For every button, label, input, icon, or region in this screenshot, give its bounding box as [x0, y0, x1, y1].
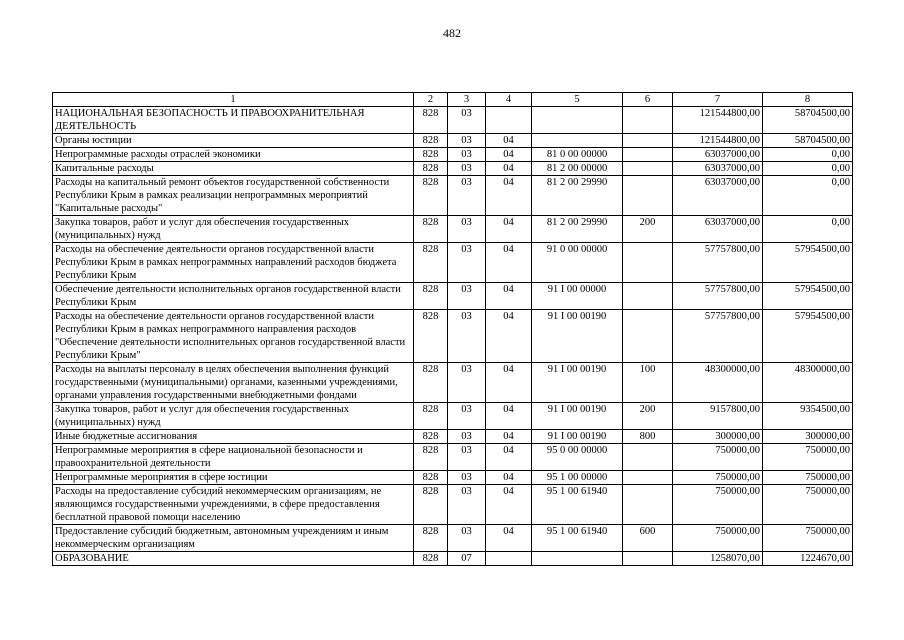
- code-cell: [623, 485, 673, 525]
- code-cell: 03: [448, 243, 486, 283]
- row-name-cell: Расходы на выплаты персоналу в целях обеспечения выполнения функций государственными (муниципальными) органами, казенными учреждениями, органами управления государственными внебюджетными фондами: [53, 363, 414, 403]
- code-cell: 04: [486, 176, 532, 216]
- table-row: [53, 552, 853, 566]
- amount-cell: 63037000,00: [673, 216, 763, 243]
- code-cell: 95 1 00 61940: [532, 485, 623, 525]
- code-cell: 828: [414, 107, 448, 134]
- table-row: [53, 134, 853, 148]
- code-cell: [623, 471, 673, 485]
- code-cell: 91 I 00 00190: [532, 403, 623, 430]
- column-number-cell: 2: [414, 93, 448, 107]
- amount-cell: 9354500,00: [763, 403, 853, 430]
- amount-cell: 58704500,00: [763, 107, 853, 134]
- code-cell: [623, 134, 673, 148]
- amount-cell: 750000,00: [763, 471, 853, 485]
- code-cell: 03: [448, 310, 486, 363]
- code-cell: 81 2 00 29990: [532, 216, 623, 243]
- table-row: [53, 363, 853, 403]
- amount-cell: 750000,00: [763, 444, 853, 471]
- code-cell: 828: [414, 471, 448, 485]
- amount-cell: 750000,00: [673, 471, 763, 485]
- code-cell: 04: [486, 310, 532, 363]
- amount-cell: 121544800,00: [673, 134, 763, 148]
- code-cell: 04: [486, 243, 532, 283]
- code-cell: 95 1 00 61940: [532, 525, 623, 552]
- row-name-cell: Обеспечение деятельности исполнительных органов государственной власти Республики Крым: [53, 283, 414, 310]
- code-cell: 03: [448, 485, 486, 525]
- amount-cell: 0,00: [763, 216, 853, 243]
- column-number-cell: 6: [623, 93, 673, 107]
- code-cell: 91 0 00 00000: [532, 243, 623, 283]
- code-cell: [623, 310, 673, 363]
- table-row: [53, 525, 853, 552]
- code-cell: 04: [486, 444, 532, 471]
- page-number: 482: [443, 26, 461, 40]
- row-name-cell: Предоставление субсидий бюджетным, автономным учреждениям и иным некоммерческим организациям: [53, 525, 414, 552]
- code-cell: 828: [414, 134, 448, 148]
- row-name-cell: Расходы на обеспечение деятельности органов государственной власти Республики Крым в рамках непрограммного направления расходов "Обеспечение деятельности исполнительных органов государственной власти Республики Крым": [53, 310, 414, 363]
- code-cell: 828: [414, 485, 448, 525]
- amount-cell: 9157800,00: [673, 403, 763, 430]
- amount-cell: 57954500,00: [763, 283, 853, 310]
- amount-cell: 1224670,00: [763, 552, 853, 566]
- code-cell: [532, 134, 623, 148]
- column-number-cell: 4: [486, 93, 532, 107]
- amount-cell: 57954500,00: [763, 243, 853, 283]
- code-cell: [623, 552, 673, 566]
- code-cell: [623, 283, 673, 310]
- amount-cell: 0,00: [763, 148, 853, 162]
- code-cell: 03: [448, 403, 486, 430]
- code-cell: 828: [414, 310, 448, 363]
- code-cell: 04: [486, 216, 532, 243]
- row-name-cell: ОБРАЗОВАНИЕ: [53, 552, 414, 566]
- code-cell: 828: [414, 430, 448, 444]
- amount-cell: 0,00: [763, 176, 853, 216]
- table-row: [53, 243, 853, 283]
- amount-cell: 300000,00: [673, 430, 763, 444]
- code-cell: 04: [486, 525, 532, 552]
- code-cell: 800: [623, 430, 673, 444]
- amount-cell: 750000,00: [673, 485, 763, 525]
- code-cell: 828: [414, 444, 448, 471]
- row-name-cell: Капитальные расходы: [53, 162, 414, 176]
- code-cell: 91 I 00 00190: [532, 430, 623, 444]
- amount-cell: 48300000,00: [673, 363, 763, 403]
- code-cell: 04: [486, 430, 532, 444]
- code-cell: 04: [486, 471, 532, 485]
- code-cell: 828: [414, 216, 448, 243]
- code-cell: 03: [448, 148, 486, 162]
- code-cell: 07: [448, 552, 486, 566]
- budget-table: [52, 92, 853, 566]
- code-cell: [623, 148, 673, 162]
- amount-cell: 58704500,00: [763, 134, 853, 148]
- code-cell: 03: [448, 363, 486, 403]
- code-cell: 03: [448, 430, 486, 444]
- code-cell: [623, 243, 673, 283]
- code-cell: 03: [448, 162, 486, 176]
- table-row: [53, 485, 853, 525]
- amount-cell: 121544800,00: [673, 107, 763, 134]
- code-cell: 828: [414, 162, 448, 176]
- table-row: [53, 430, 853, 444]
- amount-cell: 0,00: [763, 162, 853, 176]
- table-row: [53, 148, 853, 162]
- row-name-cell: Непрограммные мероприятия в сфере национальной безопасности и правоохранительной деятельности: [53, 444, 414, 471]
- table-row: [53, 107, 853, 134]
- code-cell: 100: [623, 363, 673, 403]
- code-cell: 04: [486, 485, 532, 525]
- code-cell: 95 1 00 00000: [532, 471, 623, 485]
- code-cell: 03: [448, 176, 486, 216]
- amount-cell: 750000,00: [673, 444, 763, 471]
- row-name-cell: Непрограммные расходы отраслей экономики: [53, 148, 414, 162]
- code-cell: [486, 107, 532, 134]
- column-number-cell: 7: [673, 93, 763, 107]
- code-cell: 81 0 00 00000: [532, 148, 623, 162]
- code-cell: 03: [448, 525, 486, 552]
- code-cell: 828: [414, 525, 448, 552]
- amount-cell: 1258070,00: [673, 552, 763, 566]
- code-cell: 03: [448, 444, 486, 471]
- code-cell: 03: [448, 216, 486, 243]
- table-body: [53, 93, 853, 566]
- column-number-cell: 5: [532, 93, 623, 107]
- code-cell: 200: [623, 216, 673, 243]
- code-cell: 81 2 00 29990: [532, 176, 623, 216]
- table-row: [53, 283, 853, 310]
- code-cell: 91 I 00 00190: [532, 310, 623, 363]
- code-cell: [486, 552, 532, 566]
- amount-cell: 57757800,00: [673, 243, 763, 283]
- code-cell: [623, 176, 673, 216]
- table-row: [53, 162, 853, 176]
- code-cell: 828: [414, 176, 448, 216]
- row-name-cell: Органы юстиции: [53, 134, 414, 148]
- code-cell: 828: [414, 552, 448, 566]
- amount-cell: 750000,00: [673, 525, 763, 552]
- amount-cell: 63037000,00: [673, 162, 763, 176]
- code-cell: [532, 552, 623, 566]
- code-cell: 04: [486, 363, 532, 403]
- amount-cell: 48300000,00: [763, 363, 853, 403]
- code-cell: 03: [448, 283, 486, 310]
- amount-cell: 63037000,00: [673, 148, 763, 162]
- amount-cell: 300000,00: [763, 430, 853, 444]
- row-name-cell: Закупка товаров, работ и услуг для обеспечения государственных (муниципальных) нужд: [53, 216, 414, 243]
- code-cell: 828: [414, 148, 448, 162]
- column-number-cell: 3: [448, 93, 486, 107]
- amount-cell: 63037000,00: [673, 176, 763, 216]
- row-name-cell: Расходы на капитальный ремонт объектов государственной собственности Республики Крым в рамках реализации непрограммных мероприятий "Капитальные расходы": [53, 176, 414, 216]
- code-cell: 828: [414, 283, 448, 310]
- code-cell: 04: [486, 162, 532, 176]
- table-row: [53, 444, 853, 471]
- code-cell: [532, 107, 623, 134]
- row-name-cell: Непрограммные мероприятия в сфере юстиции: [53, 471, 414, 485]
- code-cell: 03: [448, 134, 486, 148]
- row-name-cell: НАЦИОНАЛЬНАЯ БЕЗОПАСНОСТЬ И ПРАВООХРАНИТЕЛЬНАЯ ДЕЯТЕЛЬНОСТЬ: [53, 107, 414, 134]
- code-cell: 81 2 00 00000: [532, 162, 623, 176]
- code-cell: 91 I 00 00000: [532, 283, 623, 310]
- code-cell: 04: [486, 283, 532, 310]
- amount-cell: 57757800,00: [673, 283, 763, 310]
- table-row: [53, 310, 853, 363]
- column-number-cell: 1: [53, 93, 414, 107]
- code-cell: 600: [623, 525, 673, 552]
- table-row: [53, 216, 853, 243]
- code-cell: [623, 107, 673, 134]
- table-row: [53, 471, 853, 485]
- row-name-cell: Расходы на предоставление субсидий некоммерческим организациям, не являющимся государственными учреждениями, в сфере предоставления бесплатной правовой помощи населению: [53, 485, 414, 525]
- code-cell: [623, 162, 673, 176]
- code-cell: 03: [448, 107, 486, 134]
- code-cell: 04: [486, 134, 532, 148]
- code-cell: 828: [414, 243, 448, 283]
- code-cell: 200: [623, 403, 673, 430]
- column-number-cell: 8: [763, 93, 853, 107]
- row-name-cell: Расходы на обеспечение деятельности органов государственной власти Республики Крым в рамках непрограммных направлений расходов бюджета Республики Крым: [53, 243, 414, 283]
- code-cell: 04: [486, 148, 532, 162]
- amount-cell: 57954500,00: [763, 310, 853, 363]
- table-row: [53, 403, 853, 430]
- code-cell: 03: [448, 471, 486, 485]
- code-cell: 828: [414, 363, 448, 403]
- code-cell: 95 0 00 00000: [532, 444, 623, 471]
- row-name-cell: Закупка товаров, работ и услуг для обеспечения государственных (муниципальных) нужд: [53, 403, 414, 430]
- table-row: [53, 176, 853, 216]
- code-cell: 91 I 00 00190: [532, 363, 623, 403]
- amount-cell: 750000,00: [763, 485, 853, 525]
- code-cell: 828: [414, 403, 448, 430]
- row-name-cell: Иные бюджетные ассигнования: [53, 430, 414, 444]
- amount-cell: 57757800,00: [673, 310, 763, 363]
- code-cell: [623, 444, 673, 471]
- amount-cell: 750000,00: [763, 525, 853, 552]
- code-cell: 04: [486, 403, 532, 430]
- table-header-row: [53, 93, 853, 107]
